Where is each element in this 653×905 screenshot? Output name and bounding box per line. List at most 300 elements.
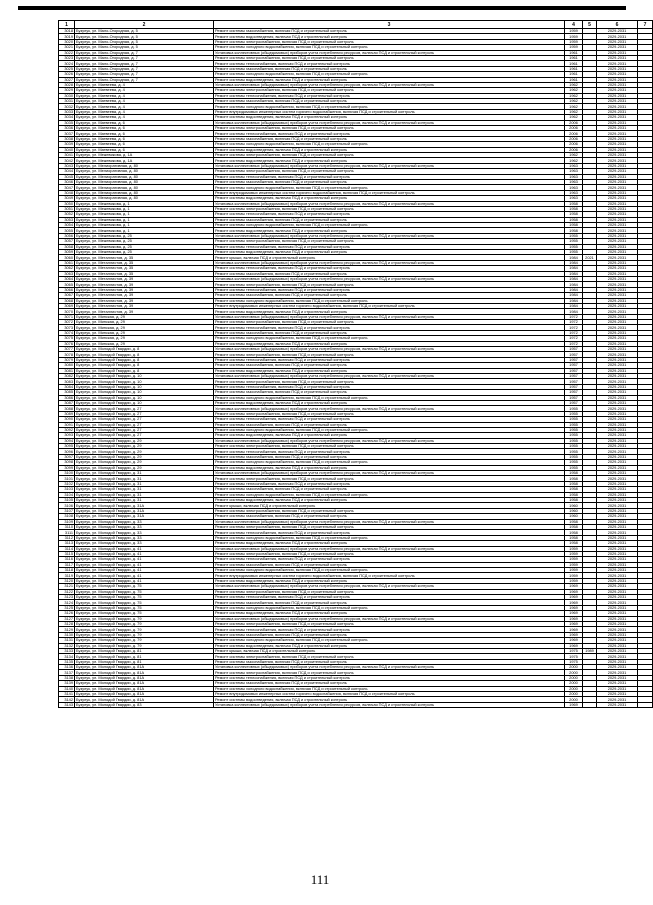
address-cell: Бузулук, ул. Молодой Гвардии, д. 75 (75, 589, 214, 594)
row-number-cell: 3084 (59, 384, 75, 389)
build-year-cell: 2006 (565, 136, 583, 141)
address-cell: Бузулук, ул. Мелиоративная, д. 80 (75, 185, 214, 190)
address-cell: Бузулук, ул. Межевикова, д. 25 (75, 233, 214, 238)
address-cell: Бузулук, ул. Молодой Гвардии, д. 31 (75, 471, 214, 476)
work-type-cell: Ремонт системы водоотведения, включая ПСД и строительный контроль (214, 147, 565, 152)
row-number-cell: 3063 (59, 271, 75, 276)
planned-period-cell: 2029-2031 (597, 578, 638, 583)
build-year-cell: 1969 (565, 595, 583, 600)
planned-period-cell: 2029-2031 (597, 638, 638, 643)
planned-period-cell: 2029-2031 (597, 212, 638, 217)
planned-period-cell: 2029-2031 (597, 29, 638, 34)
row-number-cell: 3077 (59, 347, 75, 352)
planned-period-cell: 2029-2031 (597, 352, 638, 357)
build-year-cell: 2000 (565, 697, 583, 702)
build-year-cell: 1984 (565, 271, 583, 276)
planned-period-cell: 2029-2031 (597, 293, 638, 298)
row-number-cell: 3028 (59, 82, 75, 87)
table-header-row (59, 21, 653, 29)
build-year-cell: 1960 (565, 503, 583, 508)
row-number-cell: 3083 (59, 379, 75, 384)
address-cell: Бузулук, ул. Молодой Гвардии, д. 75 (75, 611, 214, 616)
address-cell: Бузулук, ул. Молодой Гвардии, д. 10 (75, 384, 214, 389)
build-year-cell: 1960 (565, 508, 583, 513)
address-cell: Бузулук, ул. Молодой Гвардии, д. 8 (75, 363, 214, 368)
work-type-cell: Установка коллективных (общедомовых) приборов учета потребления ресурсов, включая ПСД и строительный контроль (214, 314, 565, 319)
work-type-cell: Ремонт системы водоотведения, включая ПСД и строительный контроль (214, 643, 565, 648)
planned-period-cell: 2029-2031 (597, 260, 638, 265)
planned-period-cell: 2029-2031 (597, 702, 638, 707)
planned-period-cell: 2029-2031 (597, 487, 638, 492)
address-cell: Бузулук, ул. Межевикова, д. 25 (75, 239, 214, 244)
work-type-cell: Установка коллективных (общедомовых) приборов учета потребления ресурсов, включая ПСД и строительный контроль (214, 120, 565, 125)
planned-period-cell: 2029-2031 (597, 34, 638, 39)
build-year-cell: 1960 (565, 514, 583, 519)
address-cell: Бузулук, ул. Минская, д. 29 (75, 325, 214, 330)
row-number-cell: 3075 (59, 336, 75, 341)
planned-period-cell: 2029-2031 (597, 93, 638, 98)
planned-period-cell: 2029-2031 (597, 524, 638, 529)
row-number-cell: 3062 (59, 266, 75, 271)
planned-period-cell: 2029-2031 (597, 99, 638, 104)
row-number-cell: 3044 (59, 169, 75, 174)
address-cell: Бузулук, ул. Минская, д. 29 (75, 314, 214, 319)
address-cell: Бузулук, ул. Молодой Гвардии, д. 8 (75, 347, 214, 352)
work-type-cell: Ремонт системы электроснабжения, включая ПСД и строительный контроль (214, 654, 565, 659)
build-year-cell: 1957 (565, 390, 583, 395)
work-type-cell: Установка коллективных (общедомовых) приборов учета потребления ресурсов, включая ПСД и строительный контроль (214, 260, 565, 265)
row-number-cell: 3068 (59, 298, 75, 303)
work-type-cell: Ремонт системы холодного водоснабжения, включая ПСД и строительный контроль (214, 638, 565, 643)
row-number-cell: 3036 (59, 126, 75, 131)
address-cell: Бузулук, ул. Матвеева, д. 4 (75, 88, 214, 93)
planned-period-cell: 2029-2031 (597, 535, 638, 540)
row-number-cell: 3079 (59, 357, 75, 362)
work-type-cell: Ремонт системы газоснабжения, включая ПСД и строительный контроль (214, 293, 565, 298)
planned-period-cell: 2029-2031 (597, 136, 638, 141)
planned-period-cell: 2029-2031 (597, 298, 638, 303)
build-year-cell: 1959 (565, 34, 583, 39)
build-year-cell: 1958 (565, 519, 583, 524)
planned-period-cell: 2029-2031 (597, 363, 638, 368)
work-type-cell: Ремонт системы газоснабжения, включая ПСД и строительный контроль (214, 632, 565, 637)
address-cell: Бузулук, ул. Молодой Гвардии, д. 31А (75, 514, 214, 519)
row-number-cell: 3053 (59, 217, 75, 222)
header-cell: 6 (597, 21, 638, 29)
row-number-cell: 3091 (59, 422, 75, 427)
planned-period-cell: 2029-2031 (597, 476, 638, 481)
page-number: 111 (310, 872, 330, 887)
address-cell: Бузулук, ул. Молодой Гвардии, д. 75 (75, 595, 214, 600)
planned-period-cell: 2029-2031 (597, 573, 638, 578)
build-year-cell: 1962 (565, 104, 583, 109)
work-type-cell: Ремонт системы водоотведения, включая ПСД и строительный контроль (214, 611, 565, 616)
work-type-cell: Ремонт системы водоотведения, включая ПСД и строительный контроль (214, 578, 565, 583)
program-table (58, 20, 653, 708)
work-type-cell: Ремонт системы газоснабжения, включая ПСД и строительный контроль (214, 422, 565, 427)
work-type-cell: Ремонт системы теплоснабжения, включая ПСД и строительный контроль (214, 266, 565, 271)
row-number-cell: 3128 (59, 621, 75, 626)
build-year-cell: 1955 (565, 250, 583, 255)
work-type-cell: Ремонт системы газоснабжения, включая ПСД и строительный контроль (214, 659, 565, 664)
row-number-cell: 3092 (59, 427, 75, 432)
address-cell: Бузулук, ул. Матвеева, д. 4 (75, 115, 214, 120)
build-year-cell: 1962 (565, 158, 583, 163)
work-type-cell: Ремонт системы холодного водоснабжения, включая ПСД и строительный контроль (214, 336, 565, 341)
row-number-cell: 3030 (59, 93, 75, 98)
address-cell: Бузулук, ул. Молодой Гвардии, д. 31 (75, 487, 214, 492)
build-year-cell: 2006 (565, 147, 583, 152)
work-type-cell: Ремонт системы электроснабжения, включая ПСД и строительный контроль (214, 524, 565, 529)
build-year-cell: 2006 (565, 131, 583, 136)
address-cell: Бузулук, ул. Молодой Гвардии, д. 81 (75, 659, 214, 664)
address-cell: Бузулук, ул. Межевикова, д. 1А (75, 158, 214, 163)
planned-period-cell: 2029-2031 (597, 611, 638, 616)
address-cell: Бузулук, ул. Матвеева, д. 6 (75, 126, 214, 131)
work-type-cell: Ремонт системы газоснабжения, включая ПСД и строительный контроль (214, 271, 565, 276)
row-number-cell: 3024 (59, 61, 75, 66)
row-number-cell: 3060 (59, 255, 75, 260)
row-number-cell: 3113 (59, 541, 75, 546)
build-year-cell: 1962 (565, 88, 583, 93)
row-number-cell: 3040 (59, 147, 75, 152)
planned-period-cell: 2029-2031 (597, 605, 638, 610)
address-cell: Бузулук, ул. Минская, д. 29 (75, 320, 214, 325)
work-type-cell: Ремонт системы теплоснабжения, включая ПСД и строительный контроль (214, 417, 565, 422)
work-type-cell: Ремонт системы электроснабжения, включая ПСД и строительный контроль (214, 239, 565, 244)
address-cell: Бузулук, ул. Матвеева, д. 6 (75, 131, 214, 136)
work-type-cell: Ремонт системы электроснабжения, включая ПСД и строительный контроль (214, 39, 565, 44)
work-type-cell: Ремонт системы электроснабжения, включая ПСД и строительный контроль (214, 411, 565, 416)
table-row (59, 702, 653, 707)
work-type-cell: Ремонт системы газоснабжения, включая ПСД и строительный контроль (214, 29, 565, 34)
build-year-cell: 1961 (565, 77, 583, 82)
row-number-cell: 3032 (59, 104, 75, 109)
address-cell: Бузулук, ул. Межевикова, д. 1 (75, 223, 214, 228)
address-cell: Бузулук, ул. Мелиоративная, д. 80 (75, 179, 214, 184)
address-cell: Бузулук, ул. Матвеева, д. 6 (75, 142, 214, 147)
build-year-cell: 1962 (565, 152, 583, 157)
address-cell: Бузулук, ул. Мелиоративная, д. 80 (75, 196, 214, 201)
row-number-cell: 3082 (59, 374, 75, 379)
address-cell: Бузулук, ул. Межевикова, д. 25 (75, 250, 214, 255)
address-cell: Бузулук, ул. Молодой Гвардии, д. 8 (75, 352, 214, 357)
row-number-cell: 3039 (59, 142, 75, 147)
build-year-cell: 1957 (565, 363, 583, 368)
row-number-cell: 3069 (59, 303, 75, 308)
row-number-cell: 3136 (59, 665, 75, 670)
build-year-cell: 1984 (565, 276, 583, 281)
address-cell: Бузулук, ул. Молодой Гвардии, д. 29 (75, 460, 214, 465)
build-year-cell: 2000 (565, 692, 583, 697)
planned-period-cell: 2029-2031 (597, 686, 638, 691)
row-number-cell: 3071 (59, 314, 75, 319)
build-year-cell: 1957 (565, 374, 583, 379)
build-year-cell: 1955 (565, 239, 583, 244)
address-cell: Бузулук, ул. Молодой Гвардии, д. 81А (75, 686, 214, 691)
build-year-cell: 1969 (565, 627, 583, 632)
work-type-cell: Ремонт системы водоотведения, включая ПСД и строительный контроль (214, 497, 565, 502)
planned-period-cell: 2029-2031 (597, 632, 638, 637)
address-cell: Бузулук, ул. Молодой Гвардии, д. 41 (75, 546, 214, 551)
row-number-cell: 3054 (59, 223, 75, 228)
row-number-cell: 3076 (59, 341, 75, 346)
row-number-cell: 3129 (59, 627, 75, 632)
planned-period-cell: 2029-2031 (597, 551, 638, 556)
work-type-cell: Ремонт системы электроснабжения, включая ПСД и строительный контроль (214, 206, 565, 211)
address-cell: Бузулук, ул. Мало-Огородная, д. 7 (75, 66, 214, 71)
work-type-cell: Ремонт системы электроснабжения, включая ПСД и строительный контроль (214, 352, 565, 357)
planned-period-cell: 2029-2031 (597, 665, 638, 670)
header-cell: 7 (638, 21, 653, 29)
build-year-cell: 1957 (565, 379, 583, 384)
planned-period-cell: 2029-2031 (597, 374, 638, 379)
planned-period-cell: 2029-2031 (597, 158, 638, 163)
address-cell: Бузулук, ул. Матвеева, д. 6 (75, 136, 214, 141)
address-cell: Бузулук, ул. Мелиоративная, д. 80 (75, 163, 214, 168)
planned-period-cell: 2029-2031 (597, 395, 638, 400)
planned-period-cell: 2029-2031 (597, 320, 638, 325)
planned-period-cell: 2029-2031 (597, 465, 638, 470)
address-cell: Бузулук, ул. Молодой Гвардии, д. 31 (75, 476, 214, 481)
row-number-cell: 3134 (59, 654, 75, 659)
row-number-cell: 3038 (59, 136, 75, 141)
planned-period-cell: 2029-2031 (597, 61, 638, 66)
row-number-cell: 3056 (59, 233, 75, 238)
planned-period-cell: 2029-2031 (597, 206, 638, 211)
build-year-cell: 1955 (565, 444, 583, 449)
address-cell: Бузулук, ул. Матвеева, д. 4 (75, 109, 214, 114)
work-type-cell: Ремонт системы водоотведения, включая ПСД и строительный контроль (214, 433, 565, 438)
address-cell: Бузулук, ул. Молодой Гвардии, д. 75 (75, 584, 214, 589)
row-number-cell: 3109 (59, 519, 75, 524)
build-year-cell: 1958 (565, 471, 583, 476)
build-year-cell: 1962 (565, 82, 583, 87)
row-number-cell: 3141 (59, 692, 75, 697)
address-cell: Бузулук, ул. Металлистов, д. 39 (75, 282, 214, 287)
address-cell: Бузулук, ул. Металлистов, д. 39 (75, 303, 214, 308)
planned-period-cell: 2029-2031 (597, 39, 638, 44)
planned-period-cell: 2029-2031 (597, 659, 638, 664)
build-year-cell: 1957 (565, 395, 583, 400)
address-cell: Бузулук, ул. Молодой Гвардии, д. 10 (75, 400, 214, 405)
planned-period-cell: 2029-2031 (597, 255, 638, 260)
work-type-cell: Ремонт системы холодного водоснабжения, включая ПСД и строительный контроль (214, 395, 565, 400)
program-table-container (58, 20, 647, 708)
work-type-cell: Ремонт системы водоотведения, включая ПСД и строительный контроль (214, 196, 565, 201)
work-type-cell: Ремонт системы электроснабжения, включая ПСД и строительный контроль (214, 476, 565, 481)
row-number-cell: 3096 (59, 449, 75, 454)
row-number-cell: 3020 (59, 39, 75, 44)
row-number-cell: 3026 (59, 72, 75, 77)
planned-period-cell: 2029-2031 (597, 201, 638, 206)
work-type-cell: Установка коллективных (общедомовых) приборов учета потребления ресурсов, включая ПСД и строительный контроль (214, 546, 565, 551)
work-type-cell: Ремонт внутридомовых инженерных систем горячего водоснабжения, включая ПСД и строительный контроль (214, 109, 565, 114)
build-year-cell: 1955 (565, 454, 583, 459)
row-number-cell: 3035 (59, 120, 75, 125)
work-type-cell: Ремонт системы теплоснабжения, включая ПСД и строительный контроль (214, 627, 565, 632)
address-cell: Бузулук, ул. Минская, д. 29 (75, 341, 214, 346)
work-type-cell: Установка коллективных (общедомовых) приборов учета потребления ресурсов, включая ПСД и строительный контроль (214, 50, 565, 55)
build-year-cell: 1961 (565, 50, 583, 55)
build-year-cell: 1958 (565, 487, 583, 492)
work-type-cell: Установка коллективных (общедомовых) приборов учета потребления ресурсов, включая ПСД и строительный контроль (214, 616, 565, 621)
build-year-cell: 1972 (565, 325, 583, 330)
work-type-cell: Установка коллективных (общедомовых) приборов учета потребления ресурсов, включая ПСД и строительный контроль (214, 519, 565, 524)
work-type-cell: Ремонт системы водоотведения, включая ПСД и строительный контроль (214, 250, 565, 255)
row-number-cell: 3104 (59, 492, 75, 497)
work-type-cell: Ремонт системы газоснабжения, включая ПСД и строительный контроль (214, 562, 565, 567)
work-type-cell: Ремонт системы электроснабжения, включая ПСД и строительный контроль (214, 126, 565, 131)
row-number-cell: 3047 (59, 185, 75, 190)
row-number-cell: 3110 (59, 524, 75, 529)
planned-period-cell: 2029-2031 (597, 449, 638, 454)
build-year-cell: 1972 (565, 314, 583, 319)
planned-period-cell: 2029-2031 (597, 497, 638, 502)
row-number-cell: 3058 (59, 244, 75, 249)
row-number-cell: 3073 (59, 325, 75, 330)
row-number-cell: 3086 (59, 395, 75, 400)
work-type-cell: Ремонт системы теплоснабжения, включая ПСД и строительный контроль (214, 174, 565, 179)
row-number-cell: 3139 (59, 681, 75, 686)
row-number-cell: 3125 (59, 605, 75, 610)
planned-period-cell: 2029-2031 (597, 643, 638, 648)
build-year-cell: 1955 (565, 460, 583, 465)
address-cell: Бузулук, ул. Молодой Гвардии, д. 79 (75, 627, 214, 632)
planned-period-cell: 2029-2031 (597, 314, 638, 319)
work-type-cell: Ремонт системы холодного водоснабжения, включая ПСД и строительный контроль (214, 427, 565, 432)
planned-period-cell: 2029-2031 (597, 600, 638, 605)
planned-period-cell: 2029-2031 (597, 72, 638, 77)
build-year-cell: 1963 (565, 163, 583, 168)
build-year-cell: 1969 (565, 616, 583, 621)
planned-period-cell: 2029-2031 (597, 422, 638, 427)
row-number-cell: 3070 (59, 309, 75, 314)
header-cell: 1 (59, 21, 75, 29)
planned-period-cell: 2029-2031 (597, 681, 638, 686)
work-type-cell: Установка коллективных (общедомовых) приборов учета потребления ресурсов, включая ПСД и строительный контроль (214, 438, 565, 443)
build-year-cell: 1958 (565, 201, 583, 206)
row-number-cell: 3106 (59, 503, 75, 508)
row-number-cell: 3124 (59, 600, 75, 605)
build-year-cell: 1972 (565, 330, 583, 335)
build-year-cell: 1959 (565, 551, 583, 556)
build-year-cell: 1963 (565, 196, 583, 201)
header-cell: 5 (583, 21, 597, 29)
work-type-cell: Ремонт системы холодного водоснабжения, включая ПСД и строительный контроль (214, 223, 565, 228)
row-number-cell: 3118 (59, 568, 75, 573)
work-type-cell: Ремонт системы газоснабжения, включая ПСД и строительный контроль (214, 136, 565, 141)
build-year-cell: 1958 (565, 524, 583, 529)
planned-period-cell: 2029-2031 (597, 104, 638, 109)
planned-period-cell: 2029-2031 (597, 433, 638, 438)
build-year-cell: 1961 (565, 61, 583, 66)
work-type-cell: Ремонт системы газоснабжения, включая ПСД и строительный контроль (214, 454, 565, 459)
planned-period-cell: 2029-2031 (597, 562, 638, 567)
work-type-cell: Ремонт системы газоснабжения, включая ПСД и строительный контроль (214, 363, 565, 368)
work-type-cell: Ремонт системы газоснабжения, включая ПСД и строительный контроль (214, 179, 565, 184)
row-number-cell: 3089 (59, 411, 75, 416)
planned-period-cell: 2029-2031 (597, 621, 638, 626)
row-number-cell: 3059 (59, 250, 75, 255)
row-number-cell: 3143 (59, 702, 75, 707)
work-type-cell: Ремонт системы электроснабжения, включая ПСД и строительный контроль (214, 88, 565, 93)
build-year-cell: 1959 (565, 45, 583, 50)
work-type-cell: Ремонт системы теплоснабжения, включая ПСД и строительный контроль (214, 557, 565, 562)
work-type-cell: Ремонт системы электроснабжения, включая ПСД и строительный контроль (214, 551, 565, 556)
row-number-cell: 3127 (59, 616, 75, 621)
build-year-cell: 1958 (565, 476, 583, 481)
work-type-cell: Ремонт системы электроснабжения, включая ПСД и строительный контроль (214, 508, 565, 513)
planned-period-cell: 2029-2031 (597, 503, 638, 508)
build-year-cell: 1955 (565, 438, 583, 443)
build-year-cell: 1955 (565, 465, 583, 470)
work-type-cell: Установка коллективных (общедомовых) приборов учета потребления ресурсов, включая ПСД и строительный контроль (214, 347, 565, 352)
build-year-cell: 1958 (565, 497, 583, 502)
address-cell: Бузулук, ул. Молодой Гвардии, д. 27 (75, 427, 214, 432)
address-cell: Бузулук, ул. Молодой Гвардии, д. 31 (75, 481, 214, 486)
row-number-cell: 3021 (59, 45, 75, 50)
planned-period-cell: 2029-2031 (597, 147, 638, 152)
row-number-cell: 3132 (59, 643, 75, 648)
build-year-cell: 1972 (565, 336, 583, 341)
work-type-cell: Ремонт системы теплоснабжения, включая ПСД и строительный контроль (214, 93, 565, 98)
row-number-cell: 3119 (59, 573, 75, 578)
address-cell: Бузулук, ул. Матвеева, д. 6 (75, 147, 214, 152)
work-type-cell: Ремонт внутридомовых инженерных систем горячего водоснабжения, включая ПСД и строительный контроль (214, 692, 565, 697)
planned-period-cell: 2029-2031 (597, 427, 638, 432)
last-repair-year-cell: 1989 (583, 648, 597, 653)
build-year-cell: 1984 (565, 260, 583, 265)
address-cell: Бузулук, ул. Металлистов, д. 39 (75, 293, 214, 298)
planned-period-cell: 2029-2031 (597, 82, 638, 87)
build-year-cell: 1955 (565, 427, 583, 432)
row-number-cell: 3130 (59, 632, 75, 637)
row-number-cell: 3080 (59, 363, 75, 368)
planned-period-cell: 2029-2031 (597, 271, 638, 276)
planned-period-cell: 2029-2031 (597, 152, 638, 157)
build-year-cell: 1975 (565, 659, 583, 664)
planned-period-cell: 2029-2031 (597, 384, 638, 389)
row-number-cell: 3034 (59, 115, 75, 120)
address-cell: Бузулук, ул. Молодой Гвардии, д. 79 (75, 638, 214, 643)
planned-period-cell: 2029-2031 (597, 460, 638, 465)
planned-period-cell: 2029-2031 (597, 697, 638, 702)
address-cell: Бузулук, ул. Молодой Гвардии, д. 8 (75, 357, 214, 362)
build-year-cell: 1969 (565, 621, 583, 626)
row-number-cell: 3033 (59, 109, 75, 114)
build-year-cell: 1955 (565, 417, 583, 422)
build-year-cell: 1969 (565, 638, 583, 643)
address-cell: Бузулук, ул. Межевикова, д. 1 (75, 217, 214, 222)
work-type-cell: Ремонт системы электроснабжения, включая ПСД и строительный контроль (214, 320, 565, 325)
build-year-cell: 1975 (565, 654, 583, 659)
row-number-cell: 3093 (59, 433, 75, 438)
work-type-cell: Установка коллективных (общедомовых) приборов учета потребления ресурсов, включая ПСД и строительный контроль (214, 276, 565, 281)
build-year-cell: 1961 (565, 66, 583, 71)
work-type-cell: Установка коллективных (общедомовых) приборов учета потребления ресурсов, включая ПСД и строительный контроль (214, 82, 565, 87)
build-year-cell: 2000 (565, 681, 583, 686)
address-cell: Бузулук, ул. Молодой Гвардии, д. 29 (75, 465, 214, 470)
row-number-cell: 3108 (59, 514, 75, 519)
row-number-cell: 3095 (59, 444, 75, 449)
row-number-cell: 3115 (59, 551, 75, 556)
row-number-cell: 3066 (59, 287, 75, 292)
build-year-cell: 1955 (565, 449, 583, 454)
planned-period-cell: 2029-2031 (597, 109, 638, 114)
address-cell: Бузулук, ул. Металлистов, д. 35 (75, 255, 214, 260)
build-year-cell: 1955 (565, 233, 583, 238)
